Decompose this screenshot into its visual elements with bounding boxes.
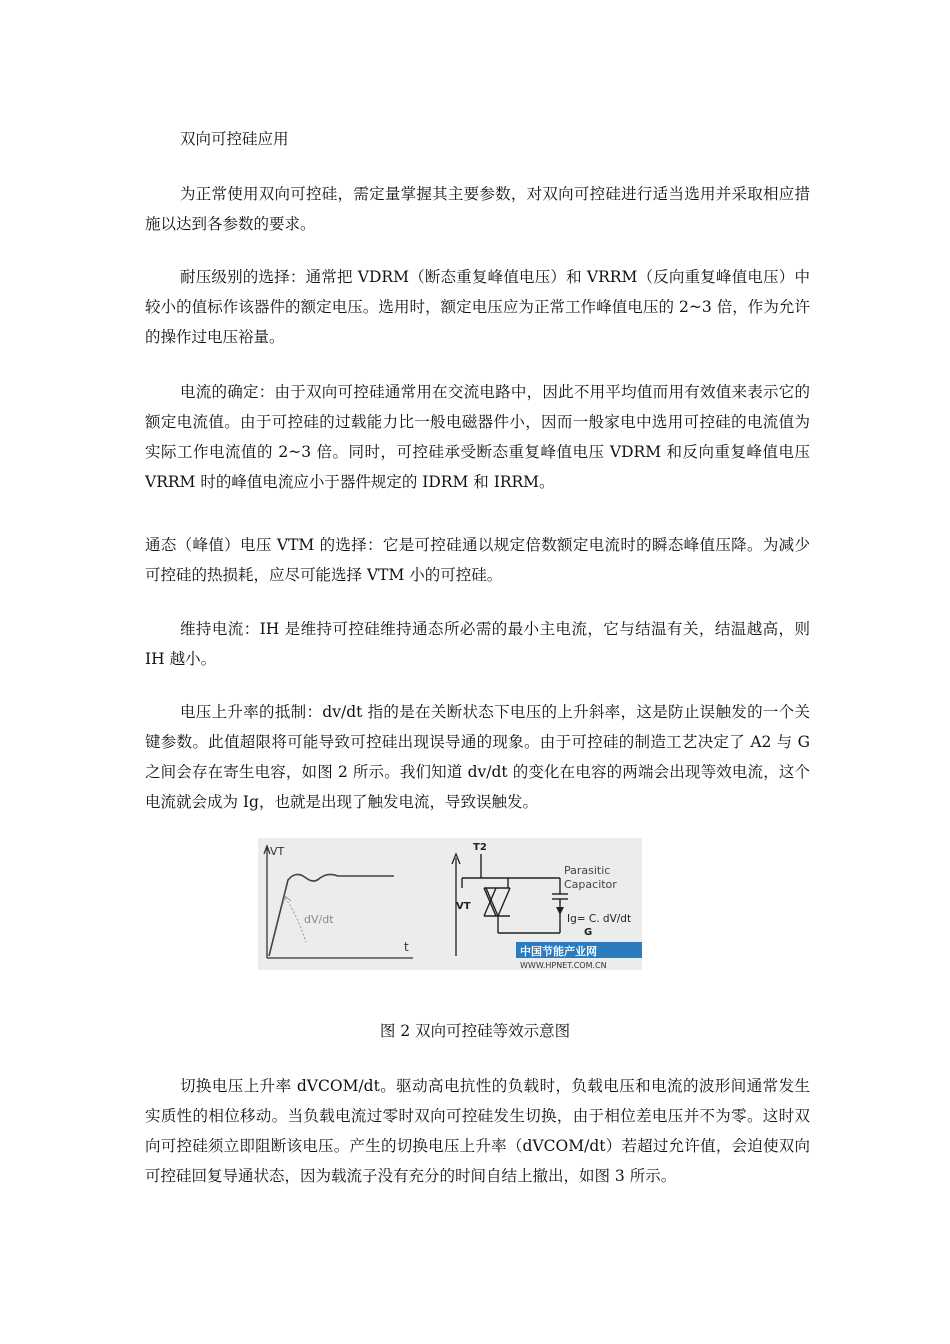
graph-x-label: t: [404, 940, 409, 954]
triac-circuit: [462, 854, 568, 933]
slope-arc: [285, 898, 306, 942]
paragraph-dvdt: 电压上升率的抵制：dv/dt 指的是在关断状态下电压的上升斜率，这是防止误触发的一个关键参数。此值超限将可能导致可控硅出现误导通的现象。由于可控硅的制造工艺决定了 A2 与 G 之间会存在寄生电容，如图 2 所示。我们知道 dv/dt 的变化在电容的两端会出现等效电流，这个电流就会成为 Ig，也就是出现了触发电流，导致误触发。: [145, 703, 810, 811]
section-title: 双向可控硅应用: [180, 130, 289, 148]
gate-g-label: G: [584, 927, 593, 938]
figure-caption: 图 2 双向可控硅等效示意图: [379, 1022, 571, 1040]
watermark-cn: 中国节能产业网: [520, 945, 597, 958]
figure-triac-equivalent: [258, 838, 642, 970]
parasitic-label: Parasitic: [564, 864, 611, 877]
watermark-url: WWW.HPNET.COM.CN: [520, 961, 607, 970]
paragraph-holding-current: 维持电流：IH 是维持可控硅维持通态所必需的最小主电流，它与结温有关，结温越高，则 IH 越小。: [145, 620, 810, 668]
slope-label: dV/dt: [304, 913, 334, 926]
paragraph-dvcom: 切换电压上升率 dVCOM/dt。驱动高电抗性的负载时，负载电压和电流的波形间通常发生实质性的相位移动。当负载电流过零时双向可控硅发生切换，由于相位差电压并不为零。这时双向可控硅须立即阻断该电压。产生的切换电压上升率（dVCOM/dt）若超过允许值，会迫使双向可控硅回复导通状态，因为载流子没有充分的时间自结上撤出，如图 3 所示。: [145, 1077, 810, 1185]
circuit-vt-label: VT: [456, 901, 471, 912]
paragraph-current: 电流的确定：由于双向可控硅通常用在交流电路中，因此不用平均值而用有效值来表示它的额定电流值。由于可控硅的过载能力比一般电磁器件小，因而一般家电中选用可控硅的电流值为实际工作电流值的 2~3 倍。同时，可控硅承受断态重复峰值电压 VDRM 和反向重复峰值电压 VRRM 时的峰值电流应小于器件规定的 IDRM 和 IRRM。: [145, 383, 810, 491]
current-arrow-icon: [556, 907, 564, 915]
capacitor-label: Capacitor: [564, 878, 617, 891]
paragraph-voltage-rating: 耐压级别的选择：通常把 VDRM（断态重复峰值电压）和 VRRM（反向重复峰值电压）中较小的值标作该器件的额定电压。选用时，额定电压应为正常工作峰值电压的 2~3 倍，作为允许的操作过电压裕量。: [145, 268, 810, 346]
graph-y-label: VT: [270, 845, 285, 858]
terminal-t2-label: T2: [473, 842, 487, 853]
figure-svg: [258, 838, 642, 970]
ig-formula-label: Ig= C. dV/dt: [567, 913, 632, 925]
paragraph-vtm: 通态（峰值）电压 VTM 的选择：它是可控硅通以规定倍数额定电流时的瞬态峰值压降。为减少可控硅的热损耗，应尽可能选择 VTM 小的可控硅。: [145, 536, 810, 584]
graph-axes: [264, 846, 413, 958]
paragraph-intro: 为正常使用双向可控硅，需定量掌握其主要参数，对双向可控硅进行适当选用并采取相应措施以达到各参数的要求。: [145, 185, 810, 233]
slope-arrow: [283, 896, 291, 904]
